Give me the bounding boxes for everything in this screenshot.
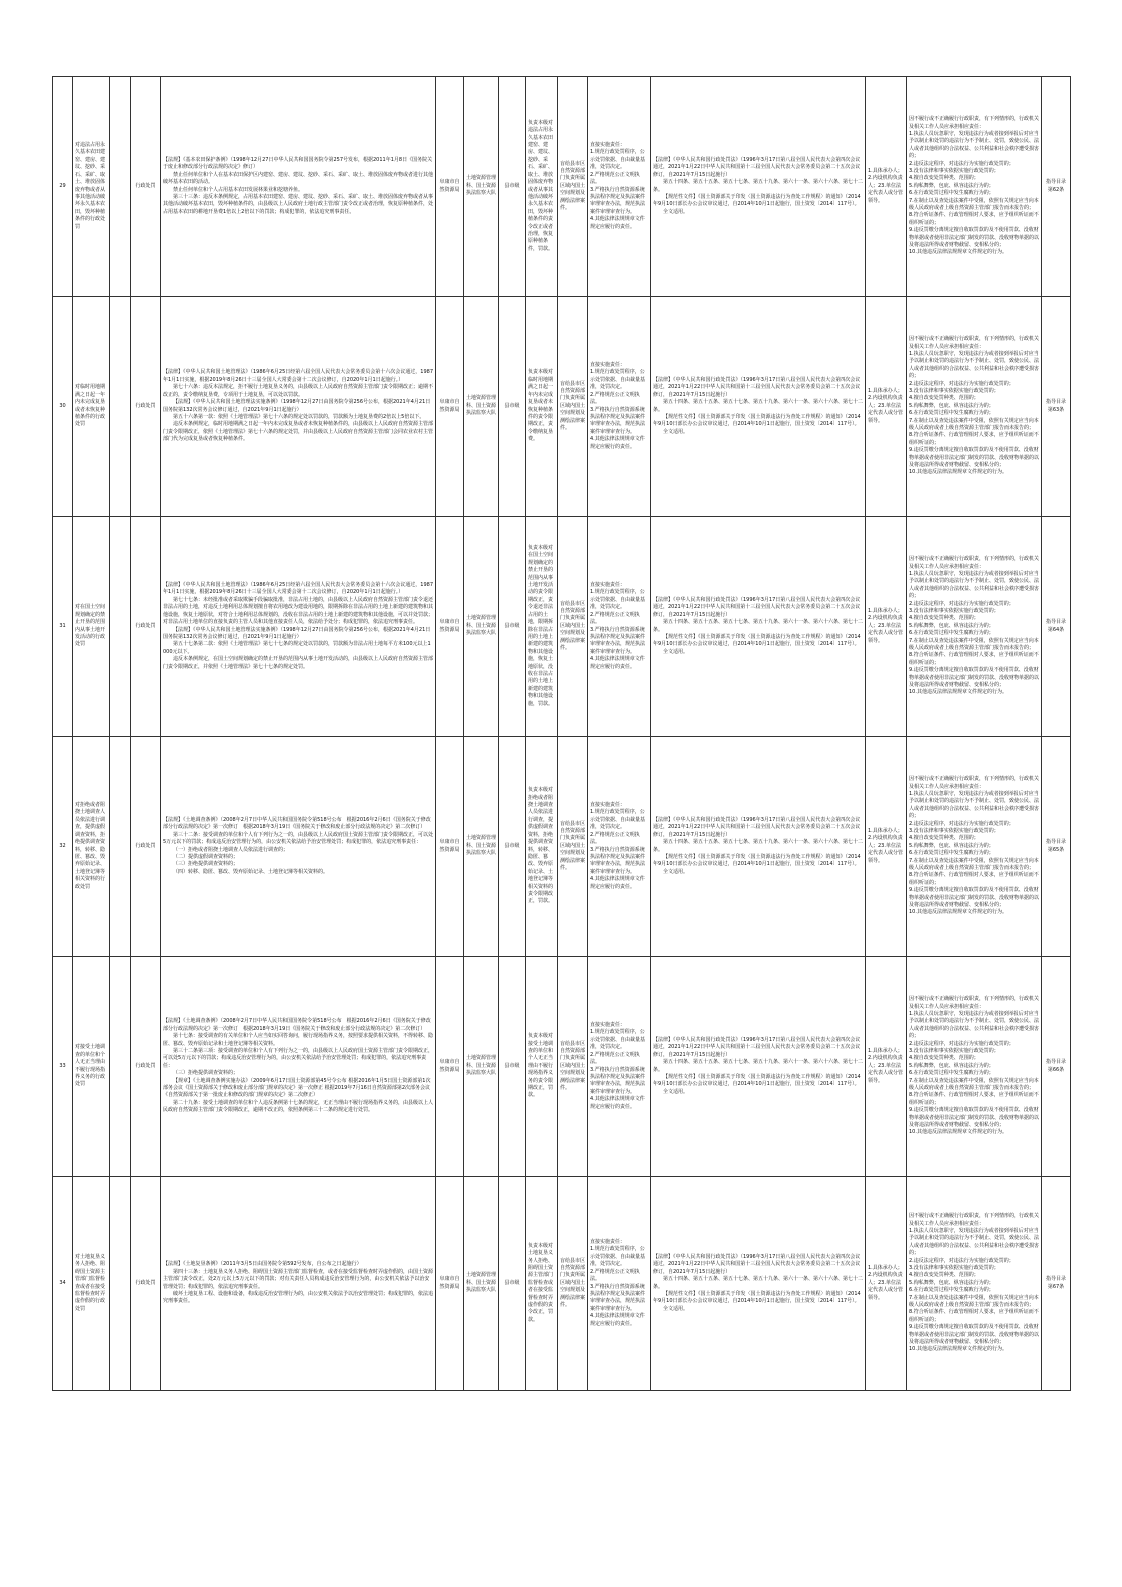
paragraph: 5.徇私舞弊，包庇、纵容违法行为的； <box>909 1279 994 1286</box>
duty-items <box>588 1177 651 1391</box>
paragraph: 3.没有法律和事实依据实施行政处罚的； <box>909 167 999 174</box>
remark: 指导目录第66条 <box>1042 957 1071 1177</box>
paragraph: 禁止任何单位和个人占用基本农田发展林果业和挖塘养鱼。 <box>173 186 304 193</box>
paragraph: 4.擅自改变处罚种类、范围的； <box>909 1272 979 1279</box>
paragraph: 第五十四条、第五十五条、第五十七条、第五十九条、第六十一条、第六十六条、第七十二条。 <box>653 399 864 413</box>
responsible-unit: 土地资源管理科、国土资源执法监察大队 <box>464 1177 499 1391</box>
paragraph: 全文适用。 <box>663 428 689 435</box>
paragraph: 【规范性文件】《国土资源部关于印发〈国土资源违法行为查处工作规程〉的通知》（2014年9月10日部长办公会议审议通过，自2014年10月1日起施行，国土资发〔2014〕117号）。 <box>653 1290 861 1305</box>
implementing-department: 阜康市自然资源局 <box>436 77 464 297</box>
paragraph: 2.违反法定程序，对违法行为实施行政处罚的； <box>909 160 1014 167</box>
responsibility-scope: 负责本级对接受土地调查的单位和个人无正当理由不履行现场指界义务的责令限期改正，罚款。 <box>526 957 558 1177</box>
paragraph: 【规范性文件】《国土资源部关于印发〈国土资源违法行为查处工作规程〉的通知》（2014年9月10日部长办公会议审议通过，自2014年10月1日起施行，国土资发〔2014〕117号）。 <box>653 193 861 208</box>
power-category: 行政处罚 <box>131 737 161 957</box>
paragraph: 9.违反罚缴分离规定擅自收取罚款的及不使用罚款、没收财物单据或者使用非法定部门制发的罚款、没收财物单据的以及将违法所得或者财物截留、变相私分的； <box>909 227 1040 249</box>
paragraph: 【法规】《土地调查条例》（2008年2月7日中华人民共和国国务院令第518号公布 根据2016年2月6日《国务院关于修改部分行政法规的决定》第一次修订 根据2018年3月19日《国务院关于修改和废止部分行政法规的决定》第二次修订） <box>163 1018 431 1032</box>
paragraph: 直接实施责任： <box>590 802 626 809</box>
paragraph: 5.徇私舞弊，包庇、纵容违法行为的； <box>909 842 994 849</box>
paragraph: 第五十六条第一款：依照《土地管理法》第七十六条的规定处以罚款的，罚款额为土地复垦费的2倍以上5倍以下。 <box>173 413 425 420</box>
legal-basis <box>161 1177 436 1391</box>
table-row <box>53 517 1071 737</box>
table-row <box>53 1177 1071 1391</box>
paragraph: 全文适用。 <box>663 1088 689 1095</box>
paragraph: 5.徇私舞弊，包庇、纵容违法行为的； <box>909 1062 994 1069</box>
paragraph: 第十七条：接受调查的有关单位和个人应当如实回答询问，履行现场指界义务，按照要求提供相关资料，不得转移、隐匿、篡改、毁弃原始记录和土地登记簿等相关资料。 <box>163 1033 434 1047</box>
paragraph: 4.其他法律法规规章文件规定应履行的责任。 <box>590 216 645 230</box>
paragraph: 4.其他法律法规规章文件规定应履行的责任。 <box>590 1096 645 1110</box>
paragraph: 2.严格规范公正文明执法。 <box>590 1051 640 1066</box>
paragraph: 【规范性文件】《国土资源部关于印发〈国土资源违法行为查处工作规程〉的通知》（2014年9月10日部长办公会议审议通过，自2014年10月1日起施行，国土资发〔2014〕117号）。 <box>653 853 861 868</box>
paragraph: 直接实施责任： <box>590 362 626 369</box>
paragraph: 4.其他法律法规规章文件规定应履行的责任。 <box>590 656 645 670</box>
paragraph: 因不履行或不正确履行行政职责，有下列情形的，行政机关及相关工作人员应承担相应责任： <box>909 336 1040 350</box>
remark: 指导目录第64条 <box>1042 517 1071 737</box>
exercise-level: 县市级 <box>499 1177 526 1391</box>
liability-subjects: 1.具体承办人；2.内设机构负责人；23.单位法定代表人或分管领导。 <box>866 297 907 517</box>
power-category: 行政处罚 <box>131 517 161 737</box>
remark: 指导目录第67条 <box>1042 1177 1071 1391</box>
paragraph: 7.在制止以及查处违法案件中受阻，依照有关规定应当向本级人民政府或者上级自然资源主管部门报告而未报告的； <box>909 857 1039 872</box>
sub-item-cell <box>110 77 131 297</box>
paragraph: 【法规】《土地调查条例》（2008年2月7日中华人民共和国国务院令第518号公布 根据2016年2月6日《国务院关于修改部分行政法规的决定》第一次修订 根据2018年3月19日《国务院关于修改和废止部分行政法规的决定》第二次修订） <box>163 816 431 831</box>
paragraph: 1.规范行政处罚程序，公示处罚依据、自由裁量基准，处罚决定。 <box>590 1029 646 1051</box>
paragraph: 因不履行或不正确履行行政职责，有下列情形的，行政机关及相关工作人员应承担相应责任： <box>909 1213 1040 1227</box>
paragraph: 7.在制止以及查处违法案件中受阻，依照有关规定应当向本级人民政府或者上级自然资源主管部门报告而未报告的； <box>909 417 1039 432</box>
paragraph: 3.严格执行自然资源系统执法程序规定及执法案件审理审查办法，规范执法案件审理审查行为。 <box>590 186 646 215</box>
paragraph: 【法律】《中华人民共和国行政处罚法》（1996年3月17日第八届全国人民代表大会第四次会议通过，2021年1月22日中华人民共和国第十三届全国人民代表大会常务委员会第二十五次会议修订，自2021年7月15日起施行） <box>653 1253 861 1275</box>
paragraph: 3.严格执行自然资源系统执法程序规定及执法案件审理审查办法，规范执法案件审理审查行为。 <box>590 1066 646 1095</box>
paragraph: 因不履行或不正确履行行政职责，有下列情形的，行政机关及相关工作人员应承担相应责任： <box>909 996 1040 1010</box>
paragraph: 10.其他违反法律法规规章文件规定的行为。 <box>909 249 1007 256</box>
responsible-unit: 土地资源管理科、国土资源执法监察大队 <box>464 957 499 1177</box>
row-number: 33 <box>53 957 73 1177</box>
sub-item-cell <box>110 297 131 517</box>
table-row <box>53 297 1071 517</box>
paragraph: 8.符合听证条件、行政管理相对人要求，应予组织听证而不组织听证的； <box>909 432 1039 446</box>
paragraph: 禁止任何单位和个人在基本农田保护区内建窑、建房、建坟、挖砂、采石、采矿、取土、堆放固体废弃物或者进行其他破坏基本农田的活动。 <box>163 171 434 186</box>
paragraph: 第七十六条：违反本法规定，拒不履行土地复垦义务的，由县级以上人民政府自然资源主管部门责令限期改正；逾期不改正的，责令缴纳复垦费，专项用于土地复垦，可以处以罚款。 <box>163 384 434 398</box>
paragraph: 8.符合听证条件、行政管理相对人要求，应予组织听证而不组织听证的； <box>909 872 1039 886</box>
power-category: 行政处罚 <box>131 957 161 1177</box>
row-number: 29 <box>53 77 73 297</box>
paragraph: 4.擅自改变处罚种类、范围的； <box>909 1055 979 1062</box>
lead-responsibility: 盲给县市区自然资源部门负责所属区域内国土空间规划及测绘法律案件。 <box>558 517 588 737</box>
table-body <box>53 77 1071 1391</box>
paragraph: 【法律】《中华人民共和国土地管理法》（1986年6月25日经第六届全国人民代表大会常务委员会第十六次会议通过，1987年1月1日实施，根据2019年8月26日十三届全国人大常委会第十二次会议修订，自2020年1月1日起施行。） <box>163 582 433 596</box>
paragraph: 6.在行政处罚过程中发生腐败行为的； <box>909 1070 994 1077</box>
responsibility-scope: 负责本级对拒绝或者阻挠土地调查人员依法进行调查，提供虚假调查资料，拒绝提供调查资料，转移、隐匿、篡改、毁弃原始记录、土地登记簿等相关资料的责令限期改正，罚款。 <box>526 737 558 957</box>
paragraph: 【规范性文件】《国土资源部关于印发〈国土资源违法行为查处工作规程〉的通知》（2014年9月10日部长办公会议审议通过，自2014年10月1日起施行，国土资发〔2014〕117号）。 <box>653 1073 861 1088</box>
paragraph: 【法律】《中华人民共和国行政处罚法》（1996年3月17日第八届全国人民代表大会第四次会议通过，2021年1月22日中华人民共和国第十三届全国人民代表大会常务委员会第二十五次会议修订，自2021年7月15日起施行） <box>653 376 861 398</box>
paragraph: 【法规】《基本农田保护条例》（1998年12月27日中华人民共和国国务院令第257号发布，根据2011年1月8日《国务院关于废止和修改部分行政法规的决定》修订） <box>163 156 433 171</box>
paragraph: 2.严格规范公正文明执法。 <box>590 171 640 186</box>
paragraph: 2.严格规范公正文明执法。 <box>590 611 640 626</box>
accountability-circumstances <box>907 77 1042 297</box>
duty-items <box>588 517 651 737</box>
lead-responsibility: 盲给县市区自然资源部门负责所属区域内国土空间规划及测绘法律案件。 <box>558 737 588 957</box>
legal-basis <box>161 297 436 517</box>
item-name: 对在国土空间规划确定的禁止开垦的范围内从事土地开发活动的行政处罚 <box>73 517 110 737</box>
responsibility-scope: 负责本级对在国土空间规划确定的禁止开垦的范围内从事土地开发活动的责令限期改正，责令退还非法占用的土地，限期拆除在非法占用的土地上新建的建筑物和其他设施，恢复土地原状，没收在非法占用的土地上新建的建筑物和其他设施，罚款。 <box>526 517 558 737</box>
paragraph: 4.其他法律法规规章文件规定应履行的责任。 <box>590 876 645 890</box>
paragraph: 因不履行或不正确履行行政职责，有下列情形的，行政机关及相关工作人员应承担相应责任： <box>909 556 1040 570</box>
paragraph: 直接实施责任： <box>590 1022 626 1029</box>
accountability-circumstances <box>907 737 1042 957</box>
paragraph: 【规范性文件】《国土资源部关于印发〈国土资源违法行为查处工作规程〉的通知》（2014年9月10日部长办公会议审议通过，自2014年10月1日起施行，国土资发〔2014〕117号）。 <box>653 633 861 648</box>
paragraph: 直接实施责任： <box>590 142 626 149</box>
paragraph: 第三十二条：接受调查的单位和个人有下列行为之一的，由县级以上人民政府国土资源主管部门责令限期改正，可以处5万元以下的罚款；构成违反治安管理行为的，由公安机关依法给予治安管理处罚；构成犯罪的，依法追究刑事责任： <box>163 831 434 846</box>
legal-basis <box>161 517 436 737</box>
paragraph: 9.违反罚缴分离规定擅自收取罚款的及不使用罚款、没收财物单据或者使用非法定部门制发的罚款、没收财物单据的以及将违法所得或者财物截留、变相私分的； <box>909 1107 1040 1129</box>
item-name: 对临时用地期满之日起一年内未完成复垦或者未恢复种植条件的行政处罚 <box>73 297 110 517</box>
paragraph: 6.在行政处罚过程中发生腐败行为的； <box>909 630 994 637</box>
legal-basis <box>161 957 436 1177</box>
paragraph: 【法律】《中华人民共和国行政处罚法》（1996年3月17日第八届全国人民代表大会第四次会议通过，2021年1月22日中华人民共和国第十三届全国人民代表大会常务委员会第二十五次会议修订，自2021年7月15日起施行） <box>653 596 861 618</box>
paragraph: 3.严格执行自然资源系统执法程序规定及执法案件审理审查办法，规范执法案件审理审查行为。 <box>590 1283 646 1312</box>
lead-responsibility: 盲给县市区自然资源部门负责所属区域内国土空间规划及测绘法律案件。 <box>558 77 588 297</box>
accountability-circumstances <box>907 1177 1042 1391</box>
duty-items <box>588 297 651 517</box>
paragraph: 1.规范行政处罚程序，公示处罚依据、自由裁量基准，处罚决定。 <box>590 809 646 831</box>
implementing-department: 阜康市自然资源局 <box>436 517 464 737</box>
paragraph: 9.违反罚缴分离规定擅自收取罚款的及不使用罚款、没收财物单据或者使用非法定部门制发的罚款、没收财物单据的以及将违法所得或者财物截留、变相私分的； <box>909 1324 1040 1346</box>
paragraph: 【规范性文件】《国土资源部关于印发〈国土资源违法行为查处工作规程〉的通知》（2014年9月10日部长办公会议审议通过，自2014年10月1日起施行，国土资发〔2014〕117号）。 <box>653 413 861 428</box>
paragraph: 7.在制止以及查处违法案件中受阻，依照有关规定应当向本级人民政府或者上级自然资源主管部门报告而未报告的； <box>909 197 1039 212</box>
paragraph: 6.在行政处罚过程中发生腐败行为的； <box>909 1287 994 1294</box>
legal-basis <box>161 77 436 297</box>
table-row <box>53 77 1071 297</box>
implementing-department: 阜康市自然资源局 <box>436 297 464 517</box>
paragraph: 破坏土地复垦工程、设施和设备，构成违反治安管理行为的，由公安机关依法予以治安管理处罚；构成犯罪的，依法追究刑事责任。 <box>163 1290 434 1305</box>
table-row <box>53 737 1071 957</box>
implementing-department: 阜康市自然资源局 <box>436 1177 464 1391</box>
paragraph: 10.其他违反法律法规规章文件规定的行为。 <box>909 469 1007 476</box>
row-number: 34 <box>53 1177 73 1391</box>
exercise-level: 县市级 <box>499 957 526 1177</box>
paragraph: 4.其他法律法规规章文件规定应履行的责任。 <box>590 436 645 450</box>
legal-basis <box>161 737 436 957</box>
paragraph: （二）提供虚假调查资料的； <box>173 853 239 860</box>
paragraph: 6.在行政处罚过程中发生腐败行为的； <box>909 850 994 857</box>
item-name: 对接受土地调查的单位和个人无正当理由不履行现场指界义务的行政处罚 <box>73 957 110 1177</box>
paragraph: 1.规范行政处罚程序，公示处罚依据、自由裁量基准，处罚决定。 <box>590 1246 646 1268</box>
paragraph: 全文适用。 <box>663 648 689 655</box>
paragraph: 9.违反罚缴分离规定擅自收取罚款的及不使用罚款、没收财物单据或者使用非法定部门制发的罚款、没收财物单据的以及将违法所得或者财物截留、变相私分的； <box>909 447 1040 469</box>
responsibility-basis <box>651 957 866 1177</box>
responsibility-basis <box>651 77 866 297</box>
paragraph: 5.徇私舞弊，包庇、纵容违法行为的； <box>909 622 994 629</box>
liability-subjects: 1.具体承办人；2.内设机构负责人；23.单位法定代表人或分管领导。 <box>866 1177 907 1391</box>
paragraph: 【法规】《中华人民共和国土地管理法实施条例》（1998年12月27日由国务院令第256号公布，根据2021年4月21日国务院第132次常务会议修订通过，自2021年9月1日起施行） <box>163 626 431 640</box>
paragraph: 2.违反法定程序，对违法行为实施行政处罚的； <box>909 600 1014 607</box>
paragraph: 1.规范行政处罚程序，公示处罚依据、自由裁量基准，处罚决定。 <box>590 149 646 171</box>
paragraph: 3.没有法律和事实依据实施行政处罚的； <box>909 1264 999 1271</box>
paragraph: 8.符合听证条件、行政管理相对人要求，应予组织听证而不组织听证的； <box>909 212 1039 226</box>
paragraph: 3.没有法律和事实依据实施行政处罚的； <box>909 607 999 614</box>
row-number: 31 <box>53 517 73 737</box>
paragraph: 全文适用。 <box>663 868 689 875</box>
paragraph: （四）转移、隐匿、篡改、毁弃原始记录、土地登记簿等相关资料的。 <box>173 868 329 875</box>
accountability-circumstances <box>907 297 1042 517</box>
paragraph: 违反本条例规定，在国土空间规划确定的禁止开垦的范围内从事土地开发活动的，由县级以上人民政府自然资源主管部门责令限期改正，并依照《土地管理法》第七十七条的规定处罚。 <box>163 656 434 670</box>
paragraph: 10.其他违反法律法规规章文件规定的行为。 <box>909 909 1007 916</box>
paragraph: 第四十三条：土地复垦义务人拒绝、阻碍国土资源主管部门监督检查，或者在接受监督检查时弄虚作假的，由国土资源主管部门责令改正，处2万元以上5万元以下的罚款；对有关责任人员构成违反治安管理行为的，由公安机关依法予以治安管理处罚；构成犯罪的，依法追究刑事责任。 <box>163 1268 434 1290</box>
paragraph: （一）拒绝或者阻挠土地调查人员依法进行调查的； <box>173 846 289 853</box>
power-category: 行政处罚 <box>131 77 161 297</box>
paragraph: 10.其他违反法律法规规章文件规定的行为。 <box>909 689 1007 696</box>
paragraph: 6.在行政处罚过程中发生腐败行为的； <box>909 410 994 417</box>
paragraph: 2.违反法定程序，对违法行为实施行政处罚的； <box>909 380 1014 387</box>
sub-item-cell <box>110 737 131 957</box>
sub-item-cell <box>110 957 131 1177</box>
paragraph: 2.严格规范公正文明执法。 <box>590 391 640 406</box>
paragraph: 全文适用。 <box>663 208 689 215</box>
paragraph: 8.符合听证条件、行政管理相对人要求，应予组织听证而不组织听证的； <box>909 1309 1039 1323</box>
responsibility-basis <box>651 1177 866 1391</box>
responsible-unit: 土地资源管理科、国土资源执法监察大队 <box>464 737 499 957</box>
responsible-unit: 土地资源管理科、国土资源执法监察大队 <box>464 77 499 297</box>
sub-item-cell <box>110 1177 131 1391</box>
paragraph: 1.规范行政处罚程序，公示处罚依据、自由裁量基准，处罚决定。 <box>590 369 646 391</box>
paragraph: 第二十九条：接受土地调查的单位和个人违反条例第十七条的规定，无正当理由不履行现场指界义务的，由县级以上人民政府自然资源主管部门责令限期改正，逾期不改正的，依照条例第三十二条的规定进行处罚。 <box>163 1099 434 1114</box>
paragraph: 9.违反罚缴分离规定擅自收取罚款的及不使用罚款、没收财物单据或者使用非法定部门制发的罚款、没收财物单据的以及将违法所得或者财物截留、变相私分的； <box>909 887 1040 909</box>
liability-subjects: 1.具体承办人；2.内设机构负责人；23.单位法定代表人或分管领导。 <box>866 737 907 957</box>
paragraph: 第五十四条、第五十五条、第五十七条、第五十九条、第六十一条、第六十六条、第七十二条。 <box>653 839 864 853</box>
paragraph: 【法律】《中华人民共和国土地管理法》（1986年6月25日经第六届全国人民代表大会常务委员会第十六次会议通过，1987年1月1日实施，根据2019年8月26日十三届全国人大常委会第十二次会议修订，自2020年1月1日起施行。） <box>163 369 433 383</box>
lead-responsibility: 盲给县市区自然资源部门负责所属区域内国土空间规划及测绘法律案件。 <box>558 1177 588 1391</box>
power-list-table <box>52 76 1071 1391</box>
sub-item-cell <box>110 517 131 737</box>
paragraph: 1.执法人员玩忽职守，发现违法行为或者接到举报后对应当予以制止和处罚的违法行为不予制止、处罚，致使公民、法人或者其他组织的合法权益、公共利益和社会秩序遭受损害的； <box>909 350 1040 380</box>
lead-responsibility: 盲给县市区自然资源部门负责所属区域内国土空间规划及测绘法律案件。 <box>558 297 588 517</box>
paragraph: 1.执法人员玩忽职守，发现违法行为或者接到举报后对应当予以制止和处罚的违法行为不予制止、处罚，致使公民、法人或者其他组织的合法权益、公共利益和社会秩序遭受损害的； <box>909 1227 1040 1257</box>
remark: 指导目录第65条 <box>1042 737 1071 957</box>
exercise-level: 县市级 <box>499 77 526 297</box>
lead-responsibility: 盲给县市区自然资源部门负责所属区域内国土空间规划及测绘法律案件。 <box>558 957 588 1177</box>
duty-items <box>588 737 651 957</box>
remark: 指导目录第62条 <box>1042 77 1071 297</box>
paragraph: 6.在行政处罚过程中发生腐败行为的； <box>909 190 994 197</box>
paragraph: 第五十四条、第五十五条、第五十七条、第五十九条、第六十一条、第六十六条、第七十二条。 <box>653 1276 864 1290</box>
paragraph: 【规章】《土地调查条例实施办法》（2009年6月17日国土资源部第45号令公布 根据2016年1月5日国土资源部第1次部务会议《国土资源部关于修改和废止部分部门规章的决定》第一次修正 根据2019年7月16日自然资源部第2次部务会议《自然资源部关于第一批废止和修改的部门规章的决定》第二次修正） <box>163 1077 431 1099</box>
exercise-level: 县市级 <box>499 297 526 517</box>
paragraph: 3.严格执行自然资源系统执法程序规定及执法案件审理审查办法，规范执法案件审理审查行为。 <box>590 406 646 435</box>
paragraph: 4.擅自改变处罚种类、范围的； <box>909 175 979 182</box>
paragraph: 10.其他违反法律法规规章文件规定的行为。 <box>909 1129 1007 1136</box>
paragraph: （三）拒绝提供调查资料的； <box>173 861 239 868</box>
paragraph: 第五十四条、第五十五条、第五十七条、第五十九条、第六十一条、第六十六条、第七十二条。 <box>653 179 864 193</box>
responsibility-basis <box>651 737 866 957</box>
duty-items <box>588 957 651 1177</box>
paragraph: 第五十四条、第五十五条、第五十七条、第五十九条、第六十一条、第六十六条、第七十二条。 <box>653 619 864 633</box>
paragraph: 7.在制止以及查处违法案件中受阻，依照有关规定应当向本级人民政府或者上级自然资源主管部门报告而未报告的； <box>909 1077 1039 1092</box>
paragraph: 【法律】《中华人民共和国行政处罚法》（1996年3月17日第八届全国人民代表大会第四次会议通过，2021年1月22日中华人民共和国第十三届全国人民代表大会常务委员会第二十五次会议修订，自2021年7月15日起施行） <box>653 816 861 838</box>
accountability-circumstances <box>907 957 1042 1177</box>
item-name: 对土地复垦义务人拒绝、阻碍国土资源主管部门监督检查或者在接受监督检查时弄虚作假的行政处罚 <box>73 1177 110 1391</box>
paragraph: 因不履行或不正确履行行政职责，有下列情形的，行政机关及相关工作人员应承担相应责任： <box>909 116 1040 130</box>
paragraph: 3.严格执行自然资源系统执法程序规定及执法案件审理审查办法，规范执法案件审理审查行为。 <box>590 626 646 655</box>
row-number: 32 <box>53 737 73 957</box>
paragraph: 【法规】《土地复垦条例》（2011年3月5日由国务院令第592号发布，自公布之日起施行） <box>163 1261 362 1268</box>
paragraph: 4.擅自改变处罚种类、范围的； <box>909 395 979 402</box>
responsibility-scope: 负责本级对违法占用永久基本农田建窑、建房、建坟、挖砂、采石、采矿、取土、堆放固体废弃物或者从事其他活动破坏永久基本农田，毁坏种植条件的责令改正或者治理，恢复原种植条件，罚款。 <box>526 77 558 297</box>
paragraph: 5.徇私舞弊，包庇、纵容违法行为的； <box>909 182 994 189</box>
paragraph: （三）拒绝提供调查资料的； <box>173 1070 239 1077</box>
responsibility-scope: 负责本级对临时用地期满之日起一年内未完成复垦或者未恢复种植条件的责令限期改正，责令缴纳复垦费。 <box>526 297 558 517</box>
paragraph: 1.执法人员玩忽职守，发现违法行为或者接到举报后对应当予以制止和处罚的违法行为不予制止、处罚，致使公民、法人或者其他组织的合法权益、公共利益和社会秩序遭受损害的； <box>909 790 1040 820</box>
accountability-circumstances <box>907 517 1042 737</box>
paragraph: 【法规】《中华人民共和国土地管理法实施条例》（1998年12月27日由国务院令第256号公布，根据2021年4月21日国务院第132次常务会议修订通过，自2021年9月1日起施行） <box>163 399 431 413</box>
item-name: 对拒绝或者阻挠土地调查人员依法进行调查，提供虚假调查资料，拒绝提供调查资料，转移、隐匿、篡改、毁弃原始记录、土地登记簿等相关资料的行政处罚 <box>73 737 110 957</box>
paragraph: 全文适用。 <box>663 1305 689 1312</box>
paragraph: 8.符合听证条件、行政管理相对人要求，应予组织听证而不组织听证的； <box>909 1092 1039 1106</box>
paragraph: 2.严格规范公正文明执法。 <box>590 831 640 846</box>
paragraph: 违反本条例规定，临时用地期满之日起一年内未完成复垦或者未恢复种植条件的，由县级以上人民政府自然资源主管部门责令限期改正，依照《土地管理法》第七十六条的规定处罚，并由县级以上人民政府自然资源主管部门会同农业农村主管部门代为完成复垦或者恢复种植条件。 <box>163 421 434 443</box>
paragraph: 因不履行或不正确履行行政职责，有下列情形的，行政机关及相关工作人员应承担相应责任： <box>909 776 1040 790</box>
paragraph: 2.违反法定程序，对违法行为实施行政处罚的； <box>909 820 1014 827</box>
paragraph: 8.符合听证条件、行政管理相对人要求，应予组织听证而不组织听证的； <box>909 652 1039 666</box>
paragraph: 3.没有法律和事实依据实施行政处罚的； <box>909 1047 999 1054</box>
responsibility-basis <box>651 297 866 517</box>
paragraph: 第七十七条：未经批准或者采取欺骗手段骗取批准，非法占用土地的，由县级以上人民政府自然资源主管部门责令退还非法占用的土地，对违反土地利用总体规划擅自将农用地改为建设用地的，限期拆除在非法占用的土地上新建的建筑物和其他设施，恢复土地原状，对符合土地利用总体规划的，没收在非法占用的土地上新建的建筑物和其他设施，可以并处罚款；对非法占用土地单位的直接负责的主管人员和其他直接责任人员，依法给予处分；构成犯罪的，依法追究刑事责任。 <box>163 596 434 626</box>
responsible-unit: 土地资源管理科、国土资源执法监察大队 <box>464 297 499 517</box>
liability-subjects: 1.具体承办人；2.内设机构负责人；23.单位法定代表人或分管领导。 <box>866 517 907 737</box>
duty-items <box>588 77 651 297</box>
paragraph: 直接实施责任： <box>590 582 626 589</box>
paragraph: 直接实施责任： <box>590 1239 626 1246</box>
paragraph: 第五十四条、第五十五条、第五十七条、第五十九条、第六十一条、第六十六条、第七十二条。 <box>653 1059 864 1073</box>
paragraph: 1.执法人员玩忽职守，发现违法行为或者接到举报后对应当予以制止和处罚的违法行为不予制止、处罚，致使公民、法人或者其他组织的合法权益、公共利益和社会秩序遭受损害的； <box>909 1010 1040 1040</box>
paragraph: 4.擅自改变处罚种类、范围的； <box>909 615 979 622</box>
paragraph: 1.规范行政处罚程序，公示处罚依据、自由裁量基准，处罚决定。 <box>590 589 646 611</box>
responsibility-scope: 负责本级对土地复垦义务人拒绝、阻碍国土资源主管部门监督检查或者在接受监督检查时弄虚作假的责令改正，罚款。 <box>526 1177 558 1391</box>
paragraph: 第三十三条：违反本条例规定，占用基本农田建窑、建房、建坟、挖砂、采石、采矿、取土、堆放固体废弃物或者从事其他活动破坏基本农田，毁坏种植条件的，由县级以上人民政府土地行政主管部门责令改正或者治理，恢复原种植条件，处占用基本农田的耕地开垦费1倍以上2倍以下的罚款；构成犯罪的，依法追究刑事责任。 <box>163 193 434 215</box>
paragraph: 2.严格规范公正文明执法。 <box>590 1268 640 1283</box>
paragraph: 3.严格执行自然资源系统执法程序规定及执法案件审理审查办法，规范执法案件审理审查行为。 <box>590 846 646 875</box>
item-name: 对违法占用永久基本农田建窑、建房、建坟、挖砂、采石、采矿、取土、堆放固体废弃物或者从事其他活动破坏永久基本农田，毁坏种植条件的行政处罚 <box>73 77 110 297</box>
paragraph: 2.违反法定程序，对违法行为实施行政处罚的； <box>909 1040 1014 1047</box>
paragraph: 5.徇私舞弊，包庇、纵容违法行为的； <box>909 402 994 409</box>
paragraph: 7.在制止以及查处违法案件中受阻，依照有关规定应当向本级人民政府或者上级自然资源主管部门报告而未报告的； <box>909 637 1039 652</box>
paragraph: 9.违反罚缴分离规定擅自收取罚款的及不使用罚款、没收财物单据或者使用非法定部门制发的罚款、没收财物单据的以及将违法所得或者财物截留、变相私分的； <box>909 667 1040 689</box>
paragraph: 2.违反法定程序，对违法行为实施行政处罚的； <box>909 1257 1014 1264</box>
paragraph: 第五十七条第二款：依照《土地管理法》第七十七条的规定处以罚款的，罚款额为非法占用土地每平方米100元以上1000元以下。 <box>163 641 431 655</box>
implementing-department: 阜康市自然资源局 <box>436 737 464 957</box>
power-category: 行政处罚 <box>131 297 161 517</box>
paragraph: 3.没有法律和事实依据实施行政处罚的； <box>909 827 999 834</box>
paragraph: 1.执法人员玩忽职守，发现违法行为或者接到举报后对应当予以制止和处罚的违法行为不予制止、处罚，致使公民、法人或者其他组织的合法权益、公共利益和社会秩序遭受损害的； <box>909 130 1040 160</box>
remark: 指导目录第63条 <box>1042 297 1071 517</box>
paragraph: 3.没有法律和事实依据实施行政处罚的； <box>909 387 999 394</box>
liability-subjects: 1.具体承办人；2.内设机构负责人；23.单位法定代表人或分管领导。 <box>866 957 907 1177</box>
paragraph: 4.擅自改变处罚种类、范围的； <box>909 835 979 842</box>
power-category: 行政处罚 <box>131 1177 161 1391</box>
table-row <box>53 957 1071 1177</box>
exercise-level: 县市级 <box>499 517 526 737</box>
paragraph: 【法律】《中华人民共和国行政处罚法》（1996年3月17日第八届全国人民代表大会第四次会议通过，2021年1月22日中华人民共和国第十三届全国人民代表大会常务委员会第二十五次会议修订，自2021年7月15日起施行） <box>653 1036 861 1058</box>
paragraph: 1.执法人员玩忽职守，发现违法行为或者接到举报后对应当予以制止和处罚的违法行为不予制止、处罚，致使公民、法人或者其他组织的合法权益、公共利益和社会秩序遭受损害的； <box>909 570 1040 600</box>
paragraph: 7.在制止以及查处违法案件中受阻，依照有关规定应当向本级人民政府或者上级自然资源主管部门报告而未报告的； <box>909 1294 1039 1309</box>
liability-subjects: 1.具体承办人；2.内设机构负责人；23.单位法定代表人或分管领导。 <box>866 77 907 297</box>
paragraph: 第三十二条第三项：接受调查的单位和个人有下列行为之一的，由县级以上人民政府国土资源主管部门责令限期改正，可以处5万元以下的罚款；构成违反治安管理行为的，由公安机关依法给予治安管理处罚；构成犯罪的，依法追究刑事责任： <box>163 1047 434 1069</box>
responsibility-basis <box>651 517 866 737</box>
responsible-unit: 土地资源管理科、国土资源执法监察大队 <box>464 517 499 737</box>
implementing-department: 阜康市自然资源局 <box>436 957 464 1177</box>
paragraph: 4.其他法律法规规章文件规定应履行的责任。 <box>590 1313 645 1327</box>
exercise-level: 县市级 <box>499 737 526 957</box>
paragraph: 10.其他违反法律法规规章文件规定的行为。 <box>909 1346 1007 1353</box>
row-number: 30 <box>53 297 73 517</box>
paragraph: 【法律】《中华人民共和国行政处罚法》（1996年3月17日第八届全国人民代表大会第四次会议通过，2021年1月22日中华人民共和国第十三届全国人民代表大会常务委员会第二十五次会议修订，自2021年7月15日起施行） <box>653 156 861 178</box>
